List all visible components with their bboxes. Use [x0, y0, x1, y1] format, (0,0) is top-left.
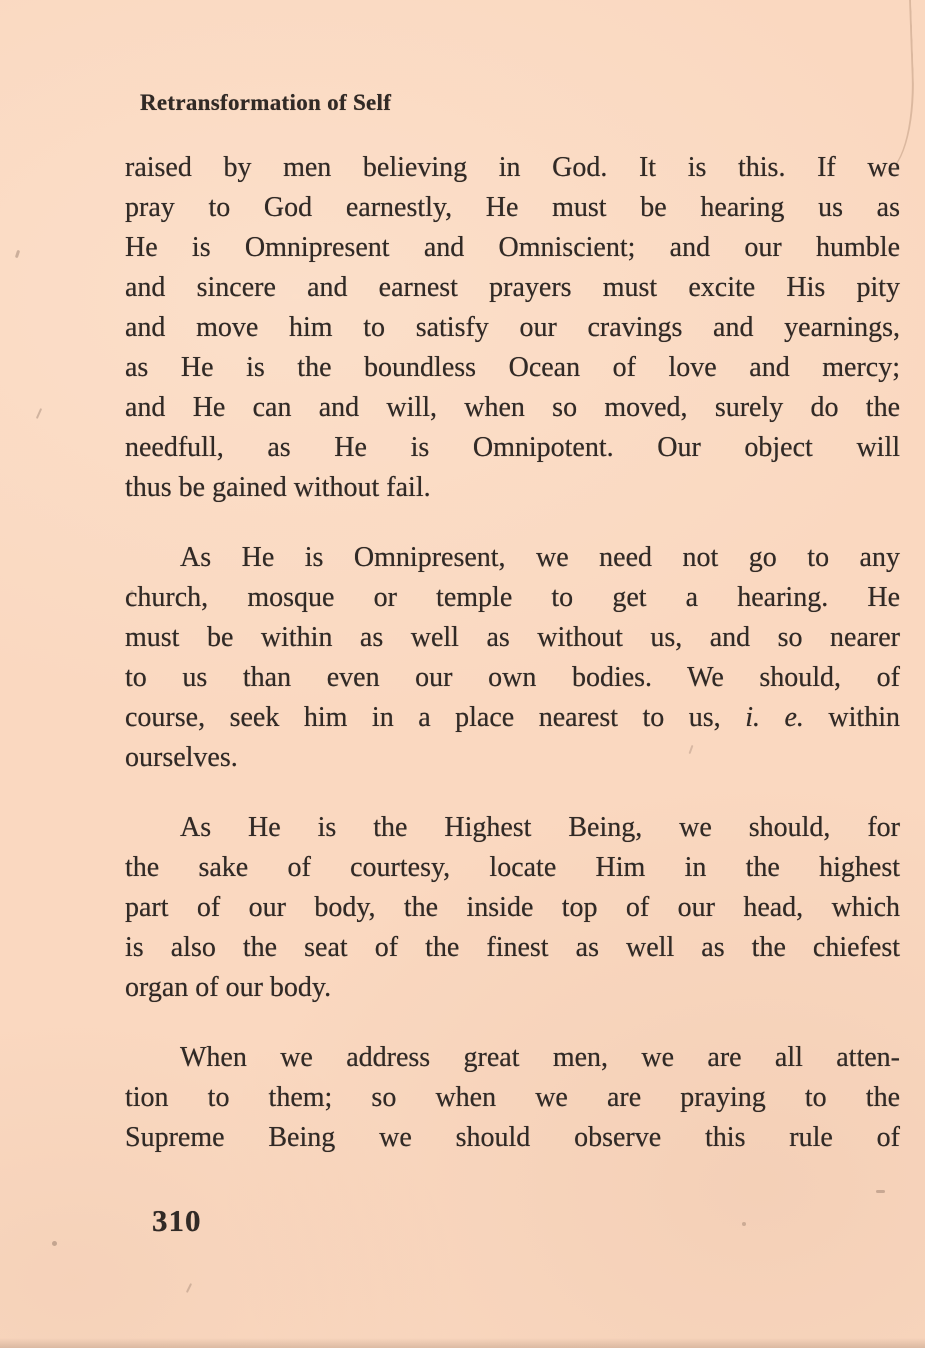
text-line [125, 1118, 900, 1158]
text-segment: pray to God earnestly, He must be hearing us as [125, 192, 900, 223]
scan-speck [15, 250, 20, 259]
scan-speck [52, 1241, 57, 1246]
text-line [125, 738, 900, 778]
text-segment: As He is Omnipresent, we need not go to any [180, 542, 900, 573]
text-line [125, 148, 900, 188]
text-line [125, 848, 900, 888]
text-line [125, 308, 900, 348]
text-segment: He is Omnipresent and Omniscient; and our humble [125, 232, 900, 263]
page-text [125, 148, 900, 1188]
text-segment: needfull, as He is Omnipotent. Our object will [125, 432, 900, 463]
text-line [125, 698, 900, 738]
text-line [125, 888, 900, 928]
text-segment: As He is the Highest Being, we should, for [180, 812, 900, 843]
text-segment: thus be gained without fail. [125, 472, 431, 503]
text-line [125, 578, 900, 618]
text-segment: part of our body, the inside top of our head, which [125, 892, 900, 923]
text-segment: is also the seat of the finest as well as the chiefest [125, 932, 900, 963]
text-segment: course, seek him in a place nearest to us, [125, 702, 746, 733]
scan-speck [186, 1283, 192, 1293]
text-segment: ourselves. [125, 742, 238, 773]
text-line [125, 1038, 900, 1078]
paragraph [125, 1038, 900, 1158]
text-segment: the sake of courtesy, locate Him in the highest [125, 852, 900, 883]
paragraph [125, 538, 900, 778]
text-line [125, 188, 900, 228]
text-segment: and move him to satisfy our cravings and yearnings, [125, 312, 900, 343]
text-segment: as He is the boundless Ocean of love and mercy; [125, 352, 900, 383]
paragraph [125, 808, 900, 1008]
paragraph [125, 148, 900, 508]
text-segment: and He can and will, when so moved, surely do the [125, 392, 900, 423]
text-segment: Supreme Being we should observe this rule of [125, 1122, 900, 1153]
text-line [125, 808, 900, 848]
scan-speck [876, 1190, 885, 1193]
text-line [125, 1078, 900, 1118]
text-line [125, 228, 900, 268]
text-segment: within [803, 702, 900, 733]
page-number: 310 [152, 1203, 202, 1238]
italic-text-segment: i. e. [745, 702, 804, 733]
text-segment: raised by men believing in God. It is this. If we [125, 152, 900, 183]
scan-speck [742, 1222, 746, 1226]
text-line [125, 658, 900, 698]
text-segment: and sincere and earnest prayers must excite His pity [125, 272, 900, 303]
text-line [125, 538, 900, 578]
text-segment: When we address great men, we are all atten- [180, 1042, 900, 1073]
running-header: Retransformation of Self [140, 90, 392, 115]
text-line [125, 928, 900, 968]
text-segment: must be within as well as without us, and so nearer [125, 622, 900, 653]
text-line [125, 968, 900, 1008]
text-line [125, 388, 900, 428]
text-line [125, 618, 900, 658]
text-segment: church, mosque or temple to get a hearing. He [125, 582, 900, 613]
text-line [125, 348, 900, 388]
text-segment: organ of our body. [125, 972, 332, 1003]
text-line [125, 468, 900, 508]
text-segment: tion to them; so when we are praying to the [125, 1082, 900, 1113]
scan-speck [36, 408, 42, 419]
text-line [125, 428, 900, 468]
text-line [125, 268, 900, 308]
text-segment: to us than even our own bodies. We should, of [125, 662, 900, 693]
